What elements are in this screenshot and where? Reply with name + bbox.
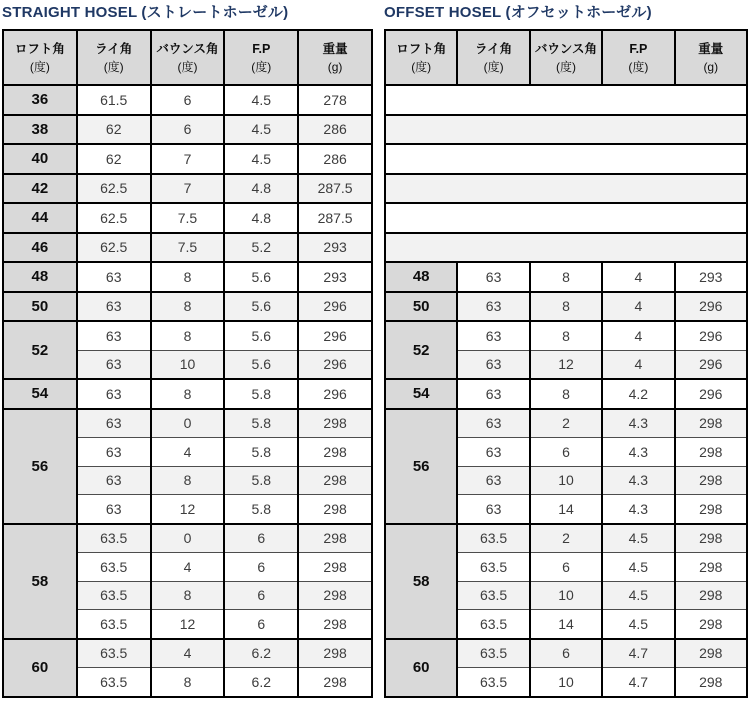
- data-cell-fp: 4: [602, 350, 674, 379]
- column-label: 重量: [698, 41, 724, 56]
- data-cell-bounce-angle: 8: [151, 292, 225, 322]
- data-cell-weight: 298: [298, 668, 372, 697]
- offset-hosel-header: [385, 30, 747, 85]
- data-cell-fp: 5.8: [224, 379, 298, 409]
- empty-row: [385, 203, 747, 233]
- data-cell-lie-angle: 63: [77, 321, 151, 350]
- data-cell-weight: 296: [298, 321, 372, 350]
- column-header-2: [151, 30, 225, 85]
- data-cell-bounce-angle: 10: [530, 466, 602, 495]
- data-cell-bounce-angle: 4: [151, 553, 225, 582]
- data-cell-bounce-angle: 8: [530, 292, 602, 322]
- data-cell-lie-angle: 63: [457, 409, 529, 438]
- loft-angle-cell: 48: [385, 262, 457, 292]
- straight-hosel-section: [2, 2, 373, 698]
- data-cell-lie-angle: 63.5: [457, 581, 529, 610]
- data-cell-weight: 298: [298, 409, 372, 438]
- empty-row: [385, 233, 747, 263]
- loft-angle-cell: 60: [3, 639, 77, 697]
- data-cell-weight: 298: [675, 466, 747, 495]
- data-cell-lie-angle: 63: [77, 495, 151, 524]
- data-cell-lie-angle: 63: [457, 292, 529, 322]
- data-cell-weight: 296: [675, 321, 747, 350]
- column-header-3: [224, 30, 298, 85]
- data-cell-weight: 298: [675, 639, 747, 668]
- table-row: [3, 262, 372, 292]
- data-cell-weight: 298: [675, 553, 747, 582]
- data-cell-fp: 4.5: [224, 144, 298, 174]
- empty-row: [385, 144, 747, 174]
- data-cell-fp: 4.7: [602, 668, 674, 697]
- data-cell-lie-angle: 61.5: [77, 85, 151, 115]
- data-cell-fp: 5.6: [224, 350, 298, 379]
- data-cell-bounce-angle: 8: [151, 262, 225, 292]
- column-header-2: [530, 30, 602, 85]
- data-cell-bounce-angle: 7: [151, 144, 225, 174]
- data-cell-lie-angle: 62: [77, 144, 151, 174]
- straight-hosel-table: [2, 29, 373, 698]
- column-label: ライ角: [475, 41, 513, 56]
- data-cell-lie-angle: 63.5: [457, 524, 529, 553]
- data-cell-weight: 287.5: [298, 203, 372, 233]
- column-label: F.P: [252, 41, 271, 56]
- data-cell-fp: 5.6: [224, 292, 298, 322]
- data-cell-bounce-angle: 6: [530, 553, 602, 582]
- data-cell-fp: 4: [602, 262, 674, 292]
- data-cell-bounce-angle: 7.5: [151, 203, 225, 233]
- offset-hosel-section: [384, 2, 748, 698]
- table-row: [3, 85, 372, 115]
- data-cell-fp: 4.8: [224, 174, 298, 204]
- data-cell-bounce-angle: 2: [530, 409, 602, 438]
- offset-hosel-body: [385, 85, 747, 697]
- data-cell-fp: 4.5: [224, 115, 298, 145]
- data-cell-lie-angle: 63: [457, 350, 529, 379]
- data-cell-weight: 293: [675, 262, 747, 292]
- data-cell-weight: 298: [675, 581, 747, 610]
- data-cell-weight: 298: [298, 553, 372, 582]
- data-cell-bounce-angle: 6: [151, 85, 225, 115]
- data-cell-lie-angle: 63: [77, 292, 151, 322]
- loft-angle-cell: 54: [3, 379, 77, 409]
- data-cell-bounce-angle: 4: [151, 438, 225, 467]
- table-row: [3, 292, 372, 322]
- column-label: ロフト角: [14, 41, 65, 56]
- empty-cell: [385, 115, 747, 145]
- data-cell-bounce-angle: 8: [530, 262, 602, 292]
- data-cell-lie-angle: 63: [77, 379, 151, 409]
- data-cell-lie-angle: 63: [457, 262, 529, 292]
- table-row: [385, 379, 747, 409]
- loft-angle-cell: 36: [3, 85, 77, 115]
- column-unit: (度): [103, 59, 124, 74]
- data-cell-lie-angle: 63: [457, 495, 529, 524]
- straight-hosel-body: [3, 85, 372, 697]
- data-cell-lie-angle: 63: [77, 409, 151, 438]
- data-cell-weight: 298: [675, 524, 747, 553]
- data-cell-weight: 296: [298, 292, 372, 322]
- column-header-0: [385, 30, 457, 85]
- loft-angle-cell: 40: [3, 144, 77, 174]
- data-cell-weight: 298: [298, 438, 372, 467]
- column-unit: (度): [483, 59, 504, 74]
- empty-row: [385, 115, 747, 145]
- data-cell-bounce-angle: 8: [530, 379, 602, 409]
- table-row: [3, 524, 372, 553]
- table-row: [3, 174, 372, 204]
- data-cell-weight: 298: [675, 438, 747, 467]
- data-cell-bounce-angle: 14: [530, 610, 602, 639]
- data-cell-lie-angle: 63: [457, 466, 529, 495]
- data-cell-fp: 4.3: [602, 495, 674, 524]
- data-cell-weight: 298: [675, 668, 747, 697]
- loft-angle-cell: 52: [3, 321, 77, 379]
- data-cell-fp: 4.5: [602, 581, 674, 610]
- loft-angle-cell: 46: [3, 233, 77, 263]
- data-cell-weight: 298: [298, 581, 372, 610]
- data-cell-bounce-angle: 8: [530, 321, 602, 350]
- loft-angle-cell: 44: [3, 203, 77, 233]
- column-label: バウンス角: [156, 41, 219, 56]
- data-cell-fp: 6: [224, 581, 298, 610]
- offset-hosel-title: OFFSET HOSEL (オフセットホーゼル): [384, 4, 652, 21]
- empty-cell: [385, 233, 747, 263]
- loft-angle-cell: 48: [3, 262, 77, 292]
- data-cell-fp: 4.2: [602, 379, 674, 409]
- data-cell-lie-angle: 63.5: [77, 581, 151, 610]
- data-cell-bounce-angle: 0: [151, 524, 225, 553]
- data-cell-weight: 278: [298, 85, 372, 115]
- data-cell-lie-angle: 63: [457, 438, 529, 467]
- loft-angle-cell: 56: [3, 409, 77, 524]
- data-cell-bounce-angle: 10: [530, 668, 602, 697]
- data-cell-weight: 298: [298, 495, 372, 524]
- data-cell-weight: 287.5: [298, 174, 372, 204]
- column-unit: (度): [251, 59, 272, 74]
- table-row: [3, 409, 372, 438]
- column-label: ライ角: [95, 41, 133, 56]
- table-row: [3, 115, 372, 145]
- data-cell-fp: 5.8: [224, 466, 298, 495]
- data-cell-lie-angle: 63.5: [77, 524, 151, 553]
- table-row: [3, 639, 372, 668]
- data-cell-lie-angle: 63.5: [77, 639, 151, 668]
- data-cell-lie-angle: 63.5: [457, 553, 529, 582]
- column-label: バウンス角: [534, 41, 598, 56]
- data-cell-lie-angle: 62.5: [77, 174, 151, 204]
- data-cell-fp: 6: [224, 610, 298, 639]
- data-cell-weight: 298: [298, 466, 372, 495]
- table-row: [385, 409, 747, 438]
- data-cell-bounce-angle: 12: [151, 495, 225, 524]
- column-header-4: [298, 30, 372, 85]
- data-cell-bounce-angle: 4: [151, 639, 225, 668]
- table-row: [3, 203, 372, 233]
- data-cell-fp: 4: [602, 321, 674, 350]
- data-cell-lie-angle: 63.5: [457, 639, 529, 668]
- column-unit: (度): [177, 59, 198, 74]
- loft-angle-cell: 50: [385, 292, 457, 322]
- data-cell-lie-angle: 63: [77, 438, 151, 467]
- empty-cell: [385, 85, 747, 115]
- column-header-3: [602, 30, 674, 85]
- empty-cell: [385, 203, 747, 233]
- data-cell-weight: 298: [298, 524, 372, 553]
- data-cell-bounce-angle: 12: [530, 350, 602, 379]
- column-label: 重量: [322, 41, 348, 56]
- table-row: [385, 524, 747, 553]
- loft-angle-cell: 58: [385, 524, 457, 639]
- data-cell-fp: 5.2: [224, 233, 298, 263]
- loft-angle-cell: 42: [3, 174, 77, 204]
- data-cell-lie-angle: 62.5: [77, 203, 151, 233]
- table-row: [3, 144, 372, 174]
- column-unit: (度): [555, 59, 576, 74]
- data-cell-weight: 296: [675, 379, 747, 409]
- empty-row: [385, 174, 747, 204]
- data-cell-bounce-angle: 6: [530, 639, 602, 668]
- data-cell-lie-angle: 63.5: [77, 668, 151, 697]
- data-cell-fp: 5.6: [224, 321, 298, 350]
- data-cell-fp: 6: [224, 553, 298, 582]
- column-header-4: [675, 30, 747, 85]
- data-cell-fp: 4.3: [602, 466, 674, 495]
- data-cell-lie-angle: 63: [457, 379, 529, 409]
- data-cell-weight: 298: [298, 639, 372, 668]
- loft-angle-cell: 50: [3, 292, 77, 322]
- data-cell-fp: 4.5: [602, 524, 674, 553]
- data-cell-bounce-angle: 8: [151, 668, 225, 697]
- data-cell-weight: 296: [298, 350, 372, 379]
- data-cell-lie-angle: 62: [77, 115, 151, 145]
- data-cell-bounce-angle: 6: [151, 115, 225, 145]
- data-cell-lie-angle: 63.5: [77, 610, 151, 639]
- data-cell-weight: 293: [298, 262, 372, 292]
- table-row: [3, 379, 372, 409]
- data-cell-fp: 4: [602, 292, 674, 322]
- loft-angle-cell: 54: [385, 379, 457, 409]
- data-cell-bounce-angle: 10: [151, 350, 225, 379]
- data-cell-bounce-angle: 8: [151, 581, 225, 610]
- data-cell-bounce-angle: 8: [151, 466, 225, 495]
- data-cell-lie-angle: 63: [77, 262, 151, 292]
- data-cell-fp: 4.5: [602, 553, 674, 582]
- data-cell-lie-angle: 62.5: [77, 233, 151, 263]
- data-cell-bounce-angle: 7.5: [151, 233, 225, 263]
- loft-angle-cell: 38: [3, 115, 77, 145]
- empty-row: [385, 85, 747, 115]
- straight-hosel-header: [3, 30, 372, 85]
- column-unit: (度): [411, 59, 432, 74]
- table-row: [385, 321, 747, 350]
- empty-cell: [385, 174, 747, 204]
- data-cell-bounce-angle: 14: [530, 495, 602, 524]
- table-row: [3, 321, 372, 350]
- column-header-1: [77, 30, 151, 85]
- data-cell-lie-angle: 63: [77, 350, 151, 379]
- data-cell-lie-angle: 63.5: [457, 610, 529, 639]
- data-cell-weight: 298: [298, 610, 372, 639]
- data-cell-weight: 298: [675, 610, 747, 639]
- table-row: [385, 639, 747, 668]
- data-cell-weight: 298: [675, 495, 747, 524]
- empty-cell: [385, 144, 747, 174]
- loft-angle-cell: 56: [385, 409, 457, 524]
- column-label: ロフト角: [396, 41, 447, 56]
- table-row: [385, 262, 747, 292]
- column-unit: (度): [628, 59, 649, 74]
- data-cell-bounce-angle: 6: [530, 438, 602, 467]
- column-unit: (g): [327, 59, 343, 74]
- data-cell-weight: 296: [675, 350, 747, 379]
- data-cell-bounce-angle: 10: [530, 581, 602, 610]
- data-cell-fp: 4.5: [224, 85, 298, 115]
- offset-hosel-table: [384, 29, 748, 698]
- data-cell-fp: 5.8: [224, 495, 298, 524]
- data-cell-bounce-angle: 8: [151, 321, 225, 350]
- data-cell-fp: 4.7: [602, 639, 674, 668]
- data-cell-weight: 293: [298, 233, 372, 263]
- data-cell-fp: 4.3: [602, 409, 674, 438]
- column-header-0: [3, 30, 77, 85]
- data-cell-fp: 4.5: [602, 610, 674, 639]
- data-cell-fp: 5.6: [224, 262, 298, 292]
- data-cell-weight: 286: [298, 115, 372, 145]
- data-cell-bounce-angle: 7: [151, 174, 225, 204]
- data-cell-bounce-angle: 2: [530, 524, 602, 553]
- data-cell-weight: 298: [675, 409, 747, 438]
- data-cell-fp: 4.3: [602, 438, 674, 467]
- data-cell-fp: 5.8: [224, 438, 298, 467]
- data-cell-bounce-angle: 12: [151, 610, 225, 639]
- table-row: [3, 233, 372, 263]
- loft-angle-cell: 60: [385, 639, 457, 697]
- data-cell-fp: 6: [224, 524, 298, 553]
- data-cell-fp: 6.2: [224, 639, 298, 668]
- data-cell-lie-angle: 63.5: [457, 668, 529, 697]
- loft-angle-cell: 58: [3, 524, 77, 639]
- data-cell-fp: 6.2: [224, 668, 298, 697]
- column-header-1: [457, 30, 529, 85]
- data-cell-bounce-angle: 0: [151, 409, 225, 438]
- data-cell-lie-angle: 63: [457, 321, 529, 350]
- data-cell-lie-angle: 63: [77, 466, 151, 495]
- column-unit: (g): [703, 59, 719, 74]
- data-cell-fp: 4.8: [224, 203, 298, 233]
- data-cell-bounce-angle: 8: [151, 379, 225, 409]
- column-label: F.P: [629, 41, 648, 56]
- loft-angle-cell: 52: [385, 321, 457, 379]
- data-cell-lie-angle: 63.5: [77, 553, 151, 582]
- data-cell-fp: 5.8: [224, 409, 298, 438]
- straight-hosel-title: STRAIGHT HOSEL (ストレートホーゼル): [2, 4, 289, 21]
- table-row: [385, 292, 747, 322]
- data-cell-weight: 286: [298, 144, 372, 174]
- data-cell-weight: 296: [298, 379, 372, 409]
- column-unit: (度): [29, 59, 50, 74]
- data-cell-weight: 296: [675, 292, 747, 322]
